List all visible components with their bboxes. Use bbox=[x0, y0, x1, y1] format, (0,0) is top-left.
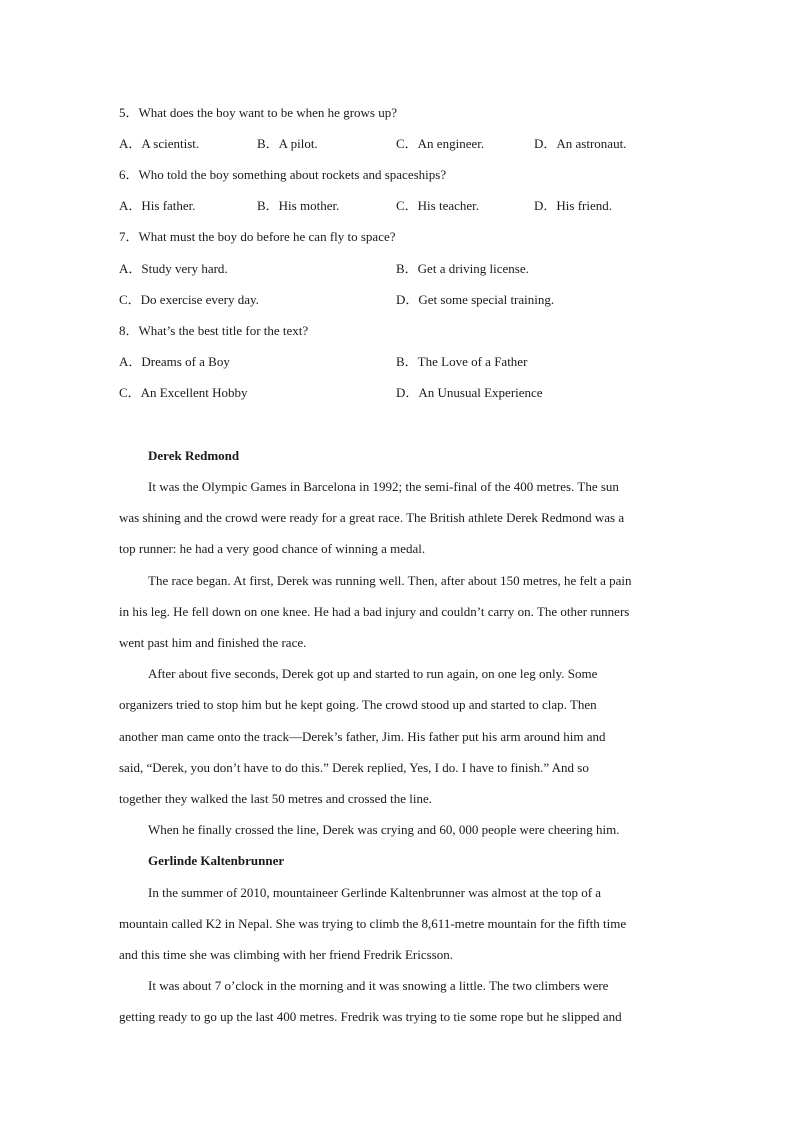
text-line: said, “Derek, you don’t have to do this.” Derek replied, Yes, I do. I have to finish.” And so bbox=[119, 760, 589, 775]
question-7-option-c: C．Do exercise every day. bbox=[119, 292, 259, 307]
question-5-stem: 5．What does the boy want to be when he grows up? bbox=[119, 105, 397, 120]
text-line: in his leg. He fell down on one knee. He had a bad injury and couldn’t carry on. The other runners bbox=[119, 604, 630, 619]
question-8-option-c: C．An Excellent Hobby bbox=[119, 385, 248, 400]
text-line: When he finally crossed the line, Derek was crying and 60, 000 people were cheering him. bbox=[148, 822, 620, 837]
text-line: and this time she was climbing with her friend Fredrik Ericsson. bbox=[119, 947, 453, 962]
question-7-option-a: A．Study very hard. bbox=[119, 261, 228, 276]
question-8-option-b: B．The Love of a Father bbox=[396, 354, 528, 369]
text-line: It was the Olympic Games in Barcelona in 1992; the semi-final of the 400 metres. The sun bbox=[148, 479, 619, 494]
text-line: getting ready to go up the last 400 metres. Fredrik was trying to tie some rope but he slipped and bbox=[119, 1009, 622, 1024]
question-5-option-d: D．An astronaut. bbox=[534, 136, 627, 151]
text-line: It was about 7 o’clock in the morning and it was snowing a little. The two climbers were bbox=[148, 978, 609, 993]
question-6-stem: 6．Who told the boy something about rockets and spaceships? bbox=[119, 167, 447, 182]
text-line: together they walked the last 50 metres and crossed the line. bbox=[119, 791, 432, 806]
text-line: another man came onto the track—Derek’s father, Jim. His father put his arm around him and bbox=[119, 729, 606, 744]
question-7-option-b: B．Get a driving license. bbox=[396, 261, 529, 276]
question-6-option-c: C．His teacher. bbox=[396, 198, 480, 213]
question-6-option-b: B．His mother. bbox=[257, 198, 340, 213]
text-line: organizers tried to stop him but he kept going. The crowd stood up and started to clap. Then bbox=[119, 697, 597, 712]
question-5-option-a: A．A scientist. bbox=[119, 136, 200, 151]
text-line: was shining and the crowd were ready for a great race. The British athlete Derek Redmond was a bbox=[119, 510, 625, 525]
section-heading-gerlinde-kaltenbrunner: Gerlinde Kaltenbrunner bbox=[148, 853, 285, 868]
question-7-stem: 7．What must the boy do before he can fly to space? bbox=[119, 229, 396, 244]
text-line: After about five seconds, Derek got up and started to run again, on one leg only. Some bbox=[148, 666, 598, 681]
question-8-stem: 8．What’s the best title for the text? bbox=[119, 323, 309, 338]
question-6-option-a: A．His father. bbox=[119, 198, 196, 213]
section-heading-derek-redmond: Derek Redmond bbox=[148, 448, 240, 463]
text-line: The race began. At first, Derek was running well. Then, after about 150 metres, he felt a pain bbox=[148, 573, 632, 588]
question-5-option-b: B．A pilot. bbox=[257, 136, 318, 151]
question-8-option-a: A．Dreams of a Boy bbox=[119, 354, 230, 369]
text-line: In the summer of 2010, mountaineer Gerlinde Kaltenbrunner was almost at the top of a bbox=[148, 885, 602, 900]
question-5-option-c: C．An engineer. bbox=[396, 136, 485, 151]
question-6-option-d: D．His friend. bbox=[534, 198, 612, 213]
text-line: top runner: he had a very good chance of winning a medal. bbox=[119, 541, 426, 556]
question-8-option-d: D．An Unusual Experience bbox=[396, 385, 543, 400]
text-line: went past him and finished the race. bbox=[119, 635, 307, 650]
text-line: mountain called K2 in Nepal. She was trying to climb the 8,611-metre mountain for the fifth time bbox=[119, 916, 627, 931]
question-7-option-d: D．Get some special training. bbox=[396, 292, 555, 307]
